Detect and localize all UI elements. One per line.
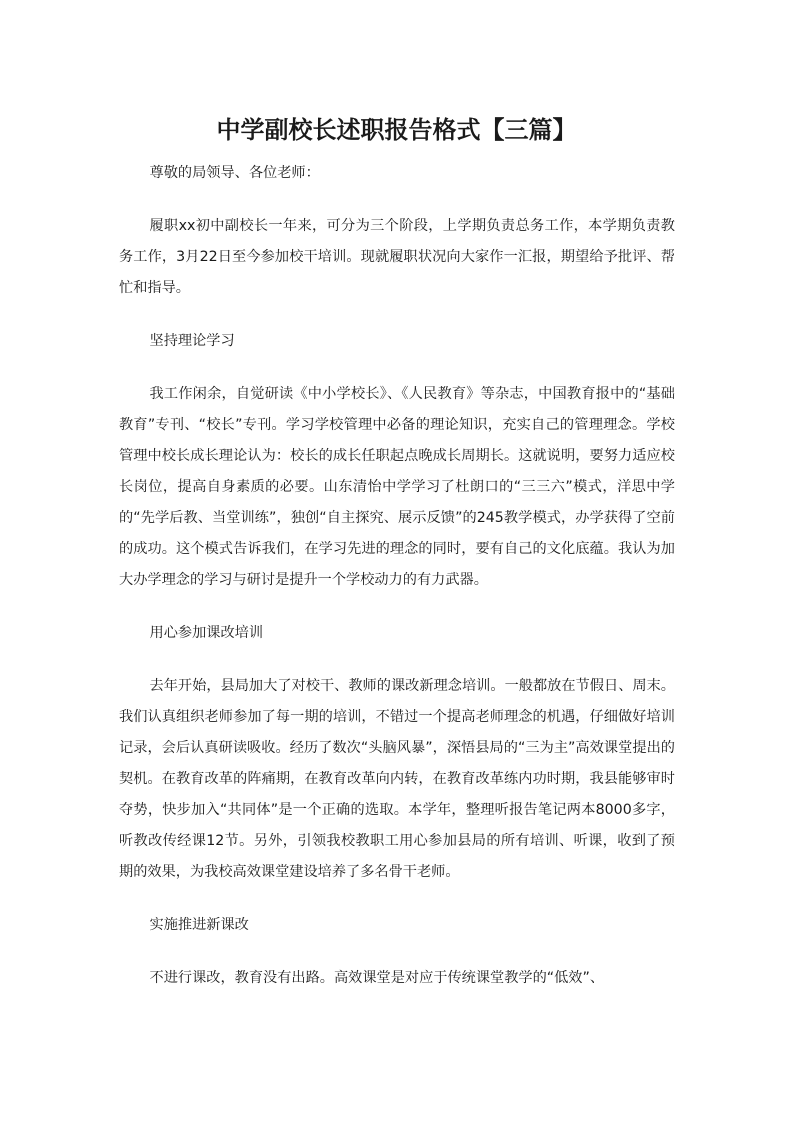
section-body-theory-study: 我工作闲余，自觉研读《中小学校长》、《人民教育》等杂志，中国教育报中的“基础教育”专刊、“校长”专刊。学习学校管理中必备的理论知识，充实自己的管理理念。学校管理中校长成长理论认为：校长的成长任职起点晚成长周期长。这就说明，要努力适应校长岗位，提高自身素质的必要。山东清怡中学学习了杜朗口的“三三六”模式，洋思中学的“先学后教、当堂训练”，独创“自主探究、展示反馈”的245教学模式，办学获得了空前的成功。这个模式告诉我们，在学习先进的理念的同时，要有自己的文化底蕴。我认为加大办学理念的学习与研讨是提升一个学校动力的有力武器。 <box>119 386 675 588</box>
paragraph-gap <box>119 304 675 326</box>
paragraph-gap <box>119 596 675 618</box>
section-heading-training: 用心参加课改培训 <box>149 625 264 641</box>
document-title: 中学副校长述职报告格式【三篇】 <box>216 116 577 144</box>
paragraph-gap <box>119 649 675 671</box>
section-heading-reform: 实施推进新课改 <box>149 917 249 933</box>
section-heading-theory-study: 坚持理论学习 <box>149 333 235 349</box>
intro-paragraph: 履职xx初中副校长一年来，可分为三个阶段，上学期负责总务工作，本学期负责教务工作，3月22日至今参加校干培训。现就履职状况向大家作一汇报，期望给予批评、帮忙和指导。 <box>119 218 675 296</box>
paragraph-gap <box>119 941 675 963</box>
paragraph-gap <box>119 888 675 910</box>
document-body <box>119 158 675 994</box>
section-body-reform: 不进行课改，教育没有出路。高效课堂是对应于传统课堂教学的“低效”、 <box>149 970 605 986</box>
paragraph-gap <box>119 357 675 379</box>
section-body-training: 去年开始，县局加大了对校干、教师的课改新理念培训。一般都放在节假日、周末。我们认真组织老师参加了每一期的培训，不错过一个提高老师理念的机遇，仔细做好培训记录，会后认真研读吸收。经历了数次“头脑风暴”，深悟县局的“三为主”高效课堂提出的契机。在教育改革的阵痛期，在教育改革向内转，在教育改革练内功时期，我县能够审时夺势，快步加入“共同体”是一个正确的选取。本学年，整理听报告笔记两本8000多字，听教改传经课12节。另外，引领我校教职工用心参加县局的所有培训、听课，收到了预期的效果，为我校高效课堂建设培养了多名骨干老师。 <box>119 678 675 880</box>
paragraph-gap <box>119 189 675 211</box>
salutation: 尊敬的局领导、各位老师： <box>149 165 320 181</box>
